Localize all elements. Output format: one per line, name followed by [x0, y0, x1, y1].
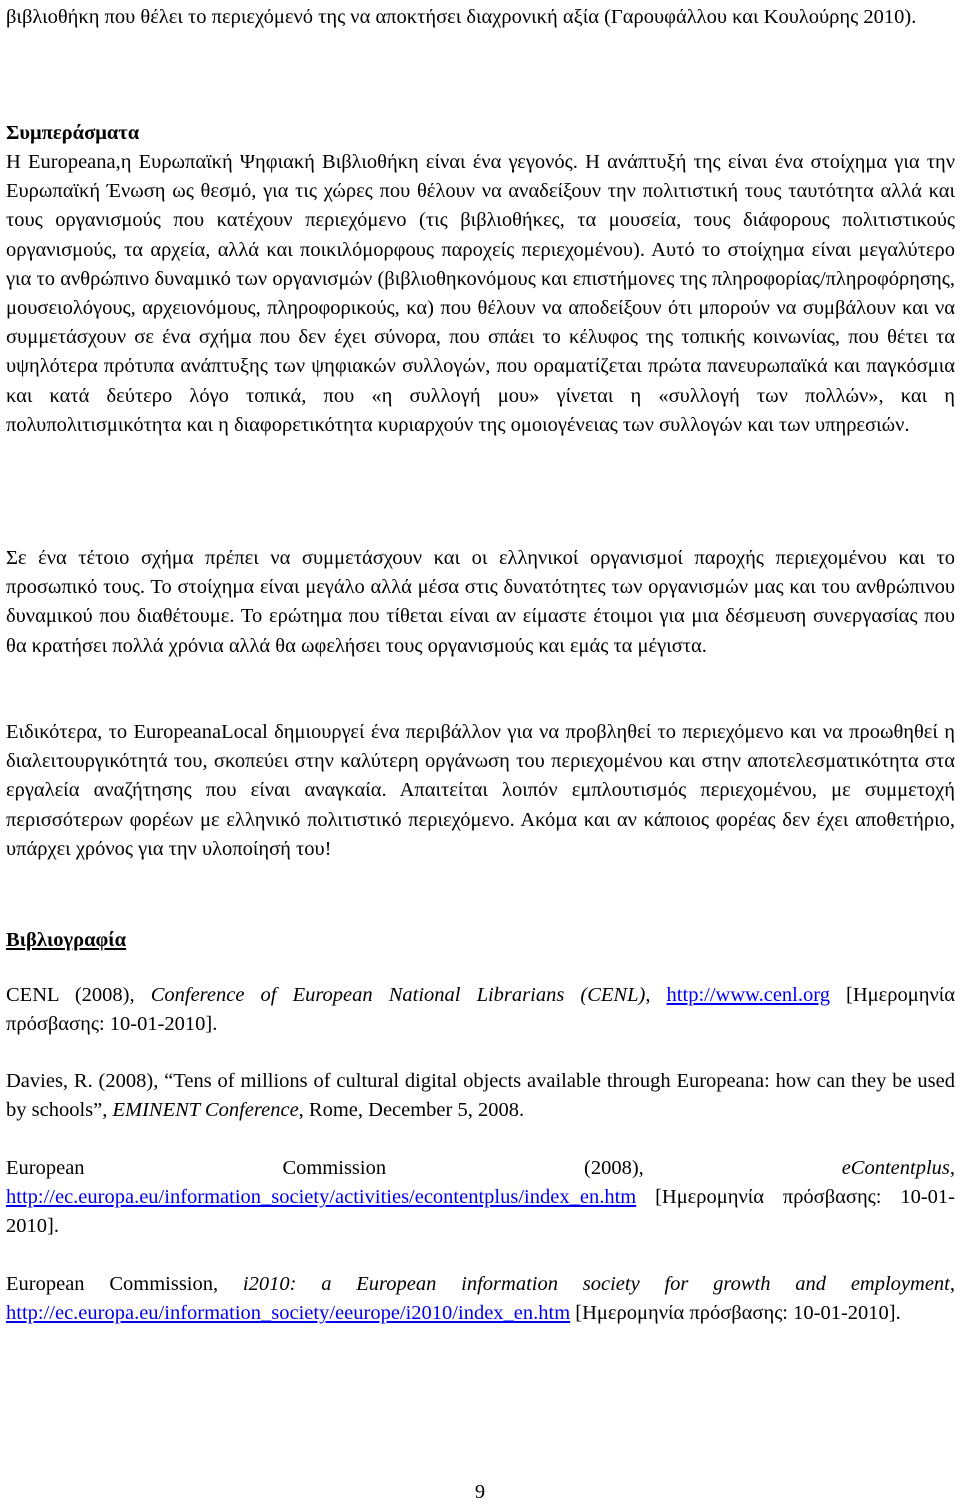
- reference-3-title: eContentplus: [841, 1157, 950, 1179]
- reference-3-access-date: [Ημερομηνία πρόσβασης: 10-01-2010].: [6, 1186, 955, 1238]
- conclusions-paragraph-3-block: [6, 718, 955, 864]
- conclusions-section: [6, 119, 955, 440]
- reference-3: [6, 1154, 955, 1242]
- reference-2-authors: Davies, R. (2008), “Tens of millions of cultural digital objects available through Europeana: how can they be used by schools”,: [6, 1070, 955, 1122]
- conclusions-paragraph-1: Η Europeana,η Ευρωπαϊκή Ψηφιακή Βιβλιοθήκη είναι ένα γεγονός. Η ανάπτυξή της είναι ένα στοίχημα για την Ευρωπαϊκή Ένωση ως θεσμό, για τις χώρες που θέλουν να αναδείξουν την πολιτιστική τους ταυτότητα αλλά και τους οργανισμούς που κατέχουν περιεχόμενο (τις βιβλιοθήκες, τα μουσεία, τους διάφορους πολιτιστικούς οργανισμούς, τα αρχεία, αλλά και ποικιλόμορφους παροχείς περιεχομένου). Αυτό το στοίχημα είναι μεγαλύτερο για το ανθρώπινο δυναμικό των οργανισμών (βιβλιοθηκονόμους και επιστήμονες της πληροφορίας/πληροφόρησης, μουσειολόγους, αρχειονόμους, πληροφορικούς, κα) που θέλουν να αποδείξουν ότι μπορούν να συμβάλουν και να συμμετάσχουν σε ένα σχήμα που δεν έχει σύνορα, που σπάει το κέλυφος της τοπικής κοινωνίας, που θέτει τα υψηλότερα πρότυπα ανάπτυξης των ψηφιακών συλλογών, που οραματίζεται πρώτα πανευρωπαϊκά και παγκόσμια και κατά δεύτερο λόγο τοπικά, που «η συλλογή μου» γίνεται η «συλλογή των πολλών», και η πολυπολιτισμικότητα και η διαφορετικότητα κυριαρχούν της ομοιογένειας των συλλογών και των υπηρεσιών.: [6, 151, 955, 436]
- reference-3-authors: European Commission (2008),: [6, 1157, 842, 1179]
- reference-4-title: i2010: a European information society for growth and employment: [242, 1273, 950, 1295]
- reference-4-authors: European Commission,: [6, 1273, 243, 1295]
- reference-2-venue: EMINENT Conference: [112, 1099, 299, 1122]
- intro-paragraph: [6, 3, 955, 32]
- reference-1-title: Conference of European National Librarians (CENL): [150, 984, 646, 1006]
- reference-1: [6, 981, 955, 1039]
- reference-1-sep: ,: [645, 984, 667, 1006]
- conclusions-heading: Συμπεράσματα: [6, 122, 140, 144]
- bibliography-heading: Βιβλιογραφία: [6, 929, 127, 951]
- reference-3-sep: ,: [949, 1157, 955, 1179]
- conclusions-paragraph-3: Ειδικότερα, το EuropeanaLocal δημιουργεί ένα περιβάλλον για να προβληθεί το περιεχόμενο και να προωθηθεί η διαλειτουργικότητά του, σκοπεύει στην καλύτερη οργάνωση του περιεχομένου και στην αποτελεσματικότητα στα εργαλεία αναζήτησης που είναι αναγκαία. Απαιτείται λοιπόν εμπλουτισμός περιεχομένου, με συμμετοχή περισσότερων φορέων με ελληνικό πολιτιστικό περιεχόμενο. Ακόμα και αν κάποιος φορέας δεν έχει αποθετήριο, υπάρχει χρόνος για την υλοποίησή του!: [6, 721, 955, 860]
- conclusions-paragraph-2-block: [6, 544, 955, 661]
- reference-1-access-date: [Ημερομηνία πρόσβασης: 10-01-2010].: [6, 984, 956, 1036]
- reference-4-link[interactable]: http://ec.europa.eu/information_society/eeurope/i2010/index_en.htm: [6, 1302, 571, 1325]
- reference-1-link[interactable]: http://www.cenl.org: [666, 984, 830, 1006]
- reference-1-authors: CENL (2008),: [6, 984, 151, 1006]
- reference-2: [6, 1067, 955, 1125]
- reference-4-sep: ,: [949, 1273, 955, 1295]
- reference-4: [6, 1270, 955, 1328]
- intro-text: βιβλιοθήκη που θέλει το περιεχόμενό της να αποκτήσει διαχρονική αξία (Γαρουφάλλου και Κουλούρης 2010).: [6, 6, 917, 28]
- reference-2-details: , Rome, December 5, 2008.: [298, 1099, 525, 1122]
- bibliography-heading-block: [6, 926, 955, 955]
- reference-4-access-date: [Ημερομηνία πρόσβασης: 10-01-2010].: [570, 1302, 901, 1325]
- conclusions-paragraph-2: Σε ένα τέτοιο σχήμα πρέπει να συμμετάσχουν και οι ελληνικοί οργανισμοί παροχής περιεχομένου και το προσωπικό τους. Το στοίχημα είναι μεγάλο αλλά μέσα στις δυνατότητες των οργανισμών μας και του ανθρώπινου δυναμικού που διαθέτουμε. Το ερώτημα που τίθεται είναι αν είμαστε έτοιμοι για μια δέσμευση συνεργασίας που θα κρατήσει πολλά χρόνια αλλά θα ωφελήσει τους οργανισμούς και εμάς τα μέγιστα.: [6, 547, 955, 657]
- page-number: 9: [474, 1481, 486, 1503]
- reference-3-link[interactable]: http://ec.europa.eu/information_society/activities/econtentplus/index_en.htm: [6, 1186, 637, 1209]
